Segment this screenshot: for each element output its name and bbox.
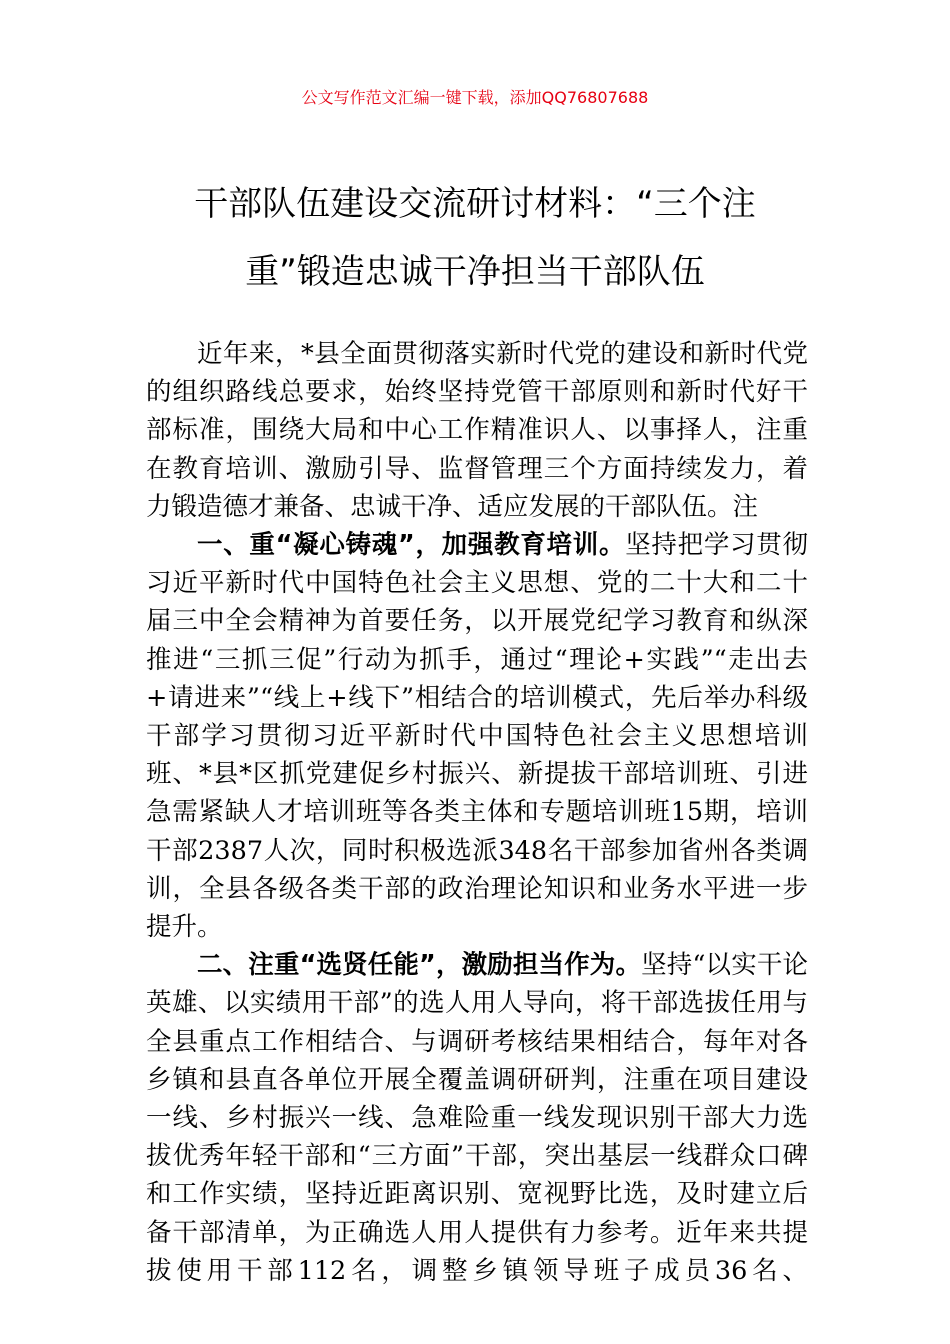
section-heading: 一、重“凝心铸魂”，加强教育培训。 <box>197 530 626 561</box>
document-title: 干部队伍建设交流研讨材料：“三个注重”锻造忠诚干净担当干部队伍 <box>194 184 756 292</box>
paragraph-text: 近年来，*县全面贯彻落实新时代党的建设和新时代党的组织路线总要求，始终坚持党管干部原则和新时代好干部标准，围绕大局和中心工作精准识人、以事择人，注重在教育培训、激励引导、监督管理三个方面持续发力，着力锻造德才兼备、忠诚干净、适应发展的干部队伍。注 <box>146 339 808 522</box>
paragraph-text: 坚持“以实干论英雄、以实绩用干部”的选人用人导向，将干部选拔任用与全县重点工作相结合、与调研考核结果相结合，每年对各乡镇和县直各单位开展全覆盖调研研判，注重在项目建设一线、乡村振兴一线、急难险重一线发现识别干部大力选拔优秀年轻干部和“三方面”干部，突出基层一线群众口碑和工作实绩，坚持近距离识别、宽视野比选，及时建立后备干部清单，为正确选人用人提供有力参考。近年来共提拔使用干部112名，调整乡镇领导班子成员36名、 <box>146 950 808 1286</box>
paragraph-text: 坚持把学习贯彻习近平新时代中国特色社会主义思想、党的二十大和二十届三中全会精神为首要任务，以开展党纪学习教育和纵深推进“三抓三促”行动为抓手，通过“理论+实践”“走出去+请进来”“线上+线下”相结合的培训模式，先后举办科级干部学习贯彻习近平新时代中国特色社会主义思想培训班、*县*区抓党建促乡村振兴、新提拔干部培训班、引进急需紧缺人才培训班等各类主体和专题培训班15期，培训干部2387人次，同时积极选派348名干部参加省州各类调训，全县各级各类干部的政治理论知识和业务水平进一步提升。 <box>146 530 808 943</box>
paragraph-section-1 <box>146 526 808 946</box>
section-heading: 二、注重“选贤任能”，激励担当作为。 <box>197 950 642 981</box>
document-body <box>146 335 808 1290</box>
download-banner: 公文写作范文汇编一键下载，添加QQ76807688 <box>301 88 649 107</box>
paragraph-intro <box>146 335 808 526</box>
paragraph-section-2 <box>146 946 808 1290</box>
